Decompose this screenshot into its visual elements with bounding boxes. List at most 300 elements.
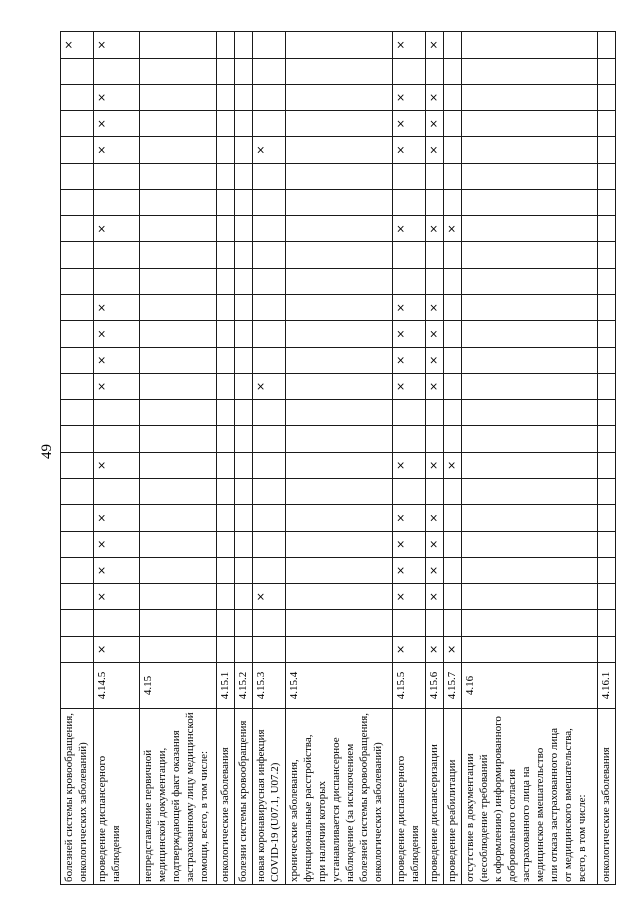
empty-cell: [597, 452, 615, 478]
empty-cell: [235, 584, 253, 610]
empty-cell: [61, 452, 94, 478]
empty-cell: [286, 400, 393, 426]
row-code: 4.15.2: [235, 663, 253, 709]
empty-cell: [140, 216, 217, 242]
empty-cell: [461, 84, 597, 110]
empty-cell: [61, 216, 94, 242]
empty-cell: [461, 111, 597, 137]
page-number: 49: [39, 444, 55, 459]
empty-cell: [443, 400, 461, 426]
empty-cell: [286, 111, 393, 137]
empty-cell: [253, 189, 286, 215]
empty-cell: [61, 584, 94, 610]
empty-cell: [461, 505, 597, 531]
empty-cell: [235, 505, 253, 531]
empty-cell: [253, 242, 286, 268]
empty-cell: [253, 216, 286, 242]
empty-cell: [253, 58, 286, 84]
x-mark-cell: ×: [425, 111, 443, 137]
empty-cell: [286, 636, 393, 662]
empty-cell: [140, 163, 217, 189]
empty-cell: [286, 479, 393, 505]
empty-cell: [597, 347, 615, 373]
empty-cell: [597, 137, 615, 163]
empty-cell: [286, 426, 393, 452]
empty-cell: [597, 584, 615, 610]
empty-cell: [140, 137, 217, 163]
empty-cell: [443, 163, 461, 189]
empty-cell: [253, 636, 286, 662]
x-mark-cell: ×: [93, 373, 140, 399]
empty-cell: [286, 242, 393, 268]
empty-cell: [235, 137, 253, 163]
row-description: [140, 709, 217, 885]
empty-cell: [461, 321, 597, 347]
empty-cell: [597, 111, 615, 137]
empty-cell: [61, 189, 94, 215]
empty-cell: [597, 557, 615, 583]
empty-cell: [425, 268, 443, 294]
empty-cell: [286, 610, 393, 636]
empty-cell: [461, 531, 597, 557]
empty-cell: [443, 84, 461, 110]
empty-cell: [597, 189, 615, 215]
row-description: [93, 709, 140, 885]
empty-cell: [140, 400, 217, 426]
empty-cell: [443, 295, 461, 321]
row-code: 4.16.1: [597, 663, 615, 709]
empty-cell: [217, 242, 235, 268]
empty-cell: [217, 268, 235, 294]
empty-cell: [286, 216, 393, 242]
empty-cell: [253, 426, 286, 452]
empty-cell: [140, 242, 217, 268]
empty-cell: [61, 610, 94, 636]
empty-cell: [597, 58, 615, 84]
empty-cell: [140, 584, 217, 610]
row-code: 4.15.3: [253, 663, 286, 709]
empty-cell: [61, 347, 94, 373]
row-description-text: проведение диспансерного наблюдения: [394, 755, 421, 882]
row-description-text: проведение диспансерного наблюдения: [95, 755, 122, 882]
empty-cell: [253, 295, 286, 321]
empty-cell: [217, 32, 235, 58]
empty-cell: [217, 58, 235, 84]
empty-cell: [235, 557, 253, 583]
x-mark-cell: ×: [425, 347, 443, 373]
empty-cell: [461, 373, 597, 399]
empty-cell: [461, 557, 597, 583]
x-mark-cell: ×: [392, 373, 425, 399]
empty-cell: [93, 189, 140, 215]
empty-cell: [286, 557, 393, 583]
table-row: [140, 32, 217, 885]
empty-cell: [392, 58, 425, 84]
row-description: [597, 709, 615, 885]
empty-cell: [253, 163, 286, 189]
x-mark-cell: ×: [425, 373, 443, 399]
empty-cell: [461, 347, 597, 373]
empty-cell: [443, 479, 461, 505]
empty-cell: [235, 400, 253, 426]
row-description-text: болезней системы кровообращения, онкологических заболеваний): [63, 712, 89, 882]
row-description-text: проведение реабилитации: [445, 759, 458, 882]
empty-cell: [443, 505, 461, 531]
empty-cell: [597, 400, 615, 426]
empty-cell: [597, 242, 615, 268]
x-mark-cell: ×: [425, 505, 443, 531]
empty-cell: [286, 163, 393, 189]
empty-cell: [61, 636, 94, 662]
empty-cell: [140, 636, 217, 662]
row-code: 4.14.5: [93, 663, 140, 709]
empty-cell: [425, 163, 443, 189]
empty-cell: [235, 452, 253, 478]
x-mark-cell: ×: [392, 111, 425, 137]
empty-cell: [597, 479, 615, 505]
empty-cell: [253, 479, 286, 505]
empty-cell: [443, 242, 461, 268]
x-mark-cell: ×: [392, 636, 425, 662]
empty-cell: [61, 400, 94, 426]
empty-cell: [443, 268, 461, 294]
empty-cell: [443, 58, 461, 84]
empty-cell: [461, 32, 597, 58]
empty-cell: [425, 400, 443, 426]
empty-cell: [140, 268, 217, 294]
row-code: 4.15.5: [392, 663, 425, 709]
table-row: [253, 32, 286, 885]
x-mark-cell: ×: [93, 295, 140, 321]
empty-cell: [140, 426, 217, 452]
empty-cell: [425, 479, 443, 505]
empty-cell: [217, 189, 235, 215]
x-mark-cell: ×: [93, 584, 140, 610]
empty-cell: [597, 373, 615, 399]
empty-cell: [253, 531, 286, 557]
x-mark-cell: ×: [425, 32, 443, 58]
empty-cell: [597, 321, 615, 347]
x-mark-cell: ×: [392, 295, 425, 321]
empty-cell: [61, 479, 94, 505]
empty-cell: [286, 505, 393, 531]
x-mark-cell: ×: [93, 216, 140, 242]
empty-cell: [461, 242, 597, 268]
empty-cell: [235, 58, 253, 84]
empty-cell: [140, 452, 217, 478]
x-mark-cell: ×: [392, 84, 425, 110]
empty-cell: [443, 584, 461, 610]
empty-cell: [235, 216, 253, 242]
empty-cell: [217, 479, 235, 505]
table-row: [286, 32, 393, 885]
empty-cell: [286, 295, 393, 321]
row-description: [443, 709, 461, 885]
empty-cell: [217, 426, 235, 452]
x-mark-cell: ×: [392, 557, 425, 583]
empty-cell: [61, 111, 94, 137]
empty-cell: [425, 189, 443, 215]
empty-cell: [286, 373, 393, 399]
x-mark-cell: ×: [425, 321, 443, 347]
row-description-text: болезни системы кровообращения: [237, 720, 250, 882]
empty-cell: [286, 531, 393, 557]
empty-cell: [253, 32, 286, 58]
x-mark-cell: ×: [392, 505, 425, 531]
empty-cell: [61, 426, 94, 452]
empty-cell: [93, 479, 140, 505]
x-mark-cell: ×: [93, 505, 140, 531]
empty-cell: [597, 426, 615, 452]
empty-cell: [392, 189, 425, 215]
empty-cell: [61, 505, 94, 531]
empty-cell: [443, 137, 461, 163]
empty-cell: [217, 163, 235, 189]
empty-cell: [93, 242, 140, 268]
empty-cell: [461, 479, 597, 505]
x-mark-cell: ×: [425, 584, 443, 610]
empty-cell: [235, 321, 253, 347]
x-mark-cell: ×: [93, 32, 140, 58]
empty-cell: [253, 347, 286, 373]
x-mark-cell: ×: [392, 216, 425, 242]
empty-cell: [253, 111, 286, 137]
empty-cell: [392, 479, 425, 505]
empty-cell: [253, 557, 286, 583]
empty-cell: [425, 242, 443, 268]
table-row: [93, 32, 140, 885]
empty-cell: [140, 32, 217, 58]
x-mark-cell: ×: [425, 84, 443, 110]
row-description: [61, 709, 94, 885]
empty-cell: [286, 321, 393, 347]
empty-cell: [597, 610, 615, 636]
empty-cell: [253, 505, 286, 531]
x-mark-cell: ×: [392, 584, 425, 610]
x-mark-cell: ×: [425, 295, 443, 321]
empty-cell: [597, 295, 615, 321]
empty-cell: [286, 268, 393, 294]
empty-cell: [286, 32, 393, 58]
x-mark-cell: ×: [392, 452, 425, 478]
empty-cell: [597, 636, 615, 662]
x-mark-cell: ×: [253, 137, 286, 163]
empty-cell: [597, 505, 615, 531]
empty-cell: [217, 321, 235, 347]
table-row: [217, 32, 235, 885]
empty-cell: [217, 137, 235, 163]
empty-cell: [61, 373, 94, 399]
empty-cell: [235, 373, 253, 399]
empty-cell: [597, 32, 615, 58]
empty-cell: [93, 400, 140, 426]
empty-cell: [93, 58, 140, 84]
row-description-text: онкологические заболевания: [599, 747, 612, 882]
table-row: [425, 32, 443, 885]
row-code: 4.16: [461, 663, 597, 709]
x-mark-cell: ×: [93, 636, 140, 662]
table-row: [61, 32, 94, 885]
row-code: 4.15.4: [286, 663, 393, 709]
empty-cell: [140, 557, 217, 583]
x-mark-cell: ×: [425, 557, 443, 583]
empty-cell: [461, 216, 597, 242]
empty-cell: [217, 452, 235, 478]
empty-cell: [286, 452, 393, 478]
empty-cell: [61, 268, 94, 294]
table-row: [443, 32, 461, 885]
x-mark-cell: ×: [392, 32, 425, 58]
table-row: [235, 32, 253, 885]
empty-cell: [235, 242, 253, 268]
empty-cell: [217, 111, 235, 137]
empty-cell: [461, 426, 597, 452]
empty-cell: [461, 452, 597, 478]
empty-cell: [61, 163, 94, 189]
row-description-text: онкологические заболевания: [219, 747, 232, 882]
empty-cell: [140, 111, 217, 137]
row-description: [392, 709, 425, 885]
empty-cell: [253, 321, 286, 347]
empty-cell: [235, 636, 253, 662]
x-mark-cell: ×: [392, 347, 425, 373]
empty-cell: [140, 84, 217, 110]
row-description: [217, 709, 235, 885]
empty-cell: [140, 479, 217, 505]
x-mark-cell: ×: [93, 137, 140, 163]
row-description: [235, 709, 253, 885]
x-mark-cell: ×: [253, 373, 286, 399]
empty-cell: [461, 137, 597, 163]
empty-cell: [461, 58, 597, 84]
row-description: [253, 709, 286, 885]
empty-cell: [461, 295, 597, 321]
empty-cell: [253, 84, 286, 110]
x-mark-cell: ×: [443, 452, 461, 478]
empty-cell: [286, 84, 393, 110]
empty-cell: [253, 452, 286, 478]
empty-cell: [461, 189, 597, 215]
row-description: [461, 709, 597, 885]
empty-cell: [140, 189, 217, 215]
row-description: [425, 709, 443, 885]
empty-cell: [61, 295, 94, 321]
row-code: 4.15.6: [425, 663, 443, 709]
x-mark-cell: ×: [93, 531, 140, 557]
table-row: [392, 32, 425, 885]
x-mark-cell: ×: [93, 347, 140, 373]
empty-cell: [443, 321, 461, 347]
empty-cell: [443, 189, 461, 215]
empty-cell: [392, 426, 425, 452]
empty-cell: [217, 295, 235, 321]
x-mark-cell: ×: [392, 137, 425, 163]
empty-cell: [425, 426, 443, 452]
empty-cell: [253, 268, 286, 294]
sanctions-table: [60, 31, 616, 885]
rotated-table-container: [60, 32, 616, 885]
empty-cell: [597, 163, 615, 189]
empty-cell: [235, 479, 253, 505]
empty-cell: [286, 347, 393, 373]
empty-cell: [235, 111, 253, 137]
row-code: 4.15.1: [217, 663, 235, 709]
x-mark-cell: ×: [93, 84, 140, 110]
empty-cell: [443, 557, 461, 583]
x-mark-cell: ×: [392, 531, 425, 557]
empty-cell: [217, 216, 235, 242]
empty-cell: [392, 400, 425, 426]
x-mark-cell: ×: [443, 636, 461, 662]
empty-cell: [597, 84, 615, 110]
empty-cell: [61, 557, 94, 583]
empty-cell: [61, 137, 94, 163]
empty-cell: [443, 32, 461, 58]
x-mark-cell: ×: [253, 584, 286, 610]
empty-cell: [235, 531, 253, 557]
empty-cell: [392, 268, 425, 294]
empty-cell: [461, 584, 597, 610]
empty-cell: [461, 163, 597, 189]
empty-cell: [597, 531, 615, 557]
empty-cell: [235, 347, 253, 373]
empty-cell: [217, 373, 235, 399]
table-row: [461, 32, 597, 885]
x-mark-cell: ×: [425, 452, 443, 478]
empty-cell: [61, 58, 94, 84]
row-description-text: отсутствие в документации (несоблюдение требований к оформлению) информированного добровольного согласия застрахованного лица на медицинское вмешательство или отказа застрахованного лица от медицинского вмешательства, всего, в том числе:: [463, 716, 588, 882]
empty-cell: [597, 216, 615, 242]
empty-cell: [217, 557, 235, 583]
row-description-text: непредставление первичной медицинской документации, подтверждающей факт оказания застрахованному лицу медицинской помощи, всего, в том числе:: [142, 712, 211, 882]
empty-cell: [461, 400, 597, 426]
empty-cell: [235, 295, 253, 321]
empty-cell: [217, 400, 235, 426]
empty-cell: [140, 58, 217, 84]
empty-cell: [217, 84, 235, 110]
empty-cell: [140, 295, 217, 321]
empty-cell: [61, 321, 94, 347]
empty-cell: [93, 268, 140, 294]
empty-cell: [61, 531, 94, 557]
empty-cell: [235, 610, 253, 636]
empty-cell: [235, 268, 253, 294]
x-mark-cell: ×: [425, 137, 443, 163]
table-row: [597, 32, 615, 885]
empty-cell: [286, 189, 393, 215]
empty-cell: [140, 373, 217, 399]
empty-cell: [443, 347, 461, 373]
x-mark-cell: ×: [93, 321, 140, 347]
row-description-text: новая коронавирусная инфекция COVID-19 (U07.1, U07.2): [255, 729, 282, 882]
empty-cell: [217, 347, 235, 373]
empty-cell: [235, 189, 253, 215]
empty-cell: [392, 242, 425, 268]
empty-cell: [286, 137, 393, 163]
empty-cell: [461, 636, 597, 662]
empty-cell: [61, 242, 94, 268]
empty-cell: [217, 584, 235, 610]
empty-cell: [217, 505, 235, 531]
empty-cell: [140, 610, 217, 636]
empty-cell: [443, 426, 461, 452]
empty-cell: [461, 268, 597, 294]
x-mark-cell: ×: [425, 636, 443, 662]
empty-cell: [461, 610, 597, 636]
empty-cell: [392, 610, 425, 636]
x-mark-cell: ×: [61, 32, 94, 58]
empty-cell: [61, 84, 94, 110]
